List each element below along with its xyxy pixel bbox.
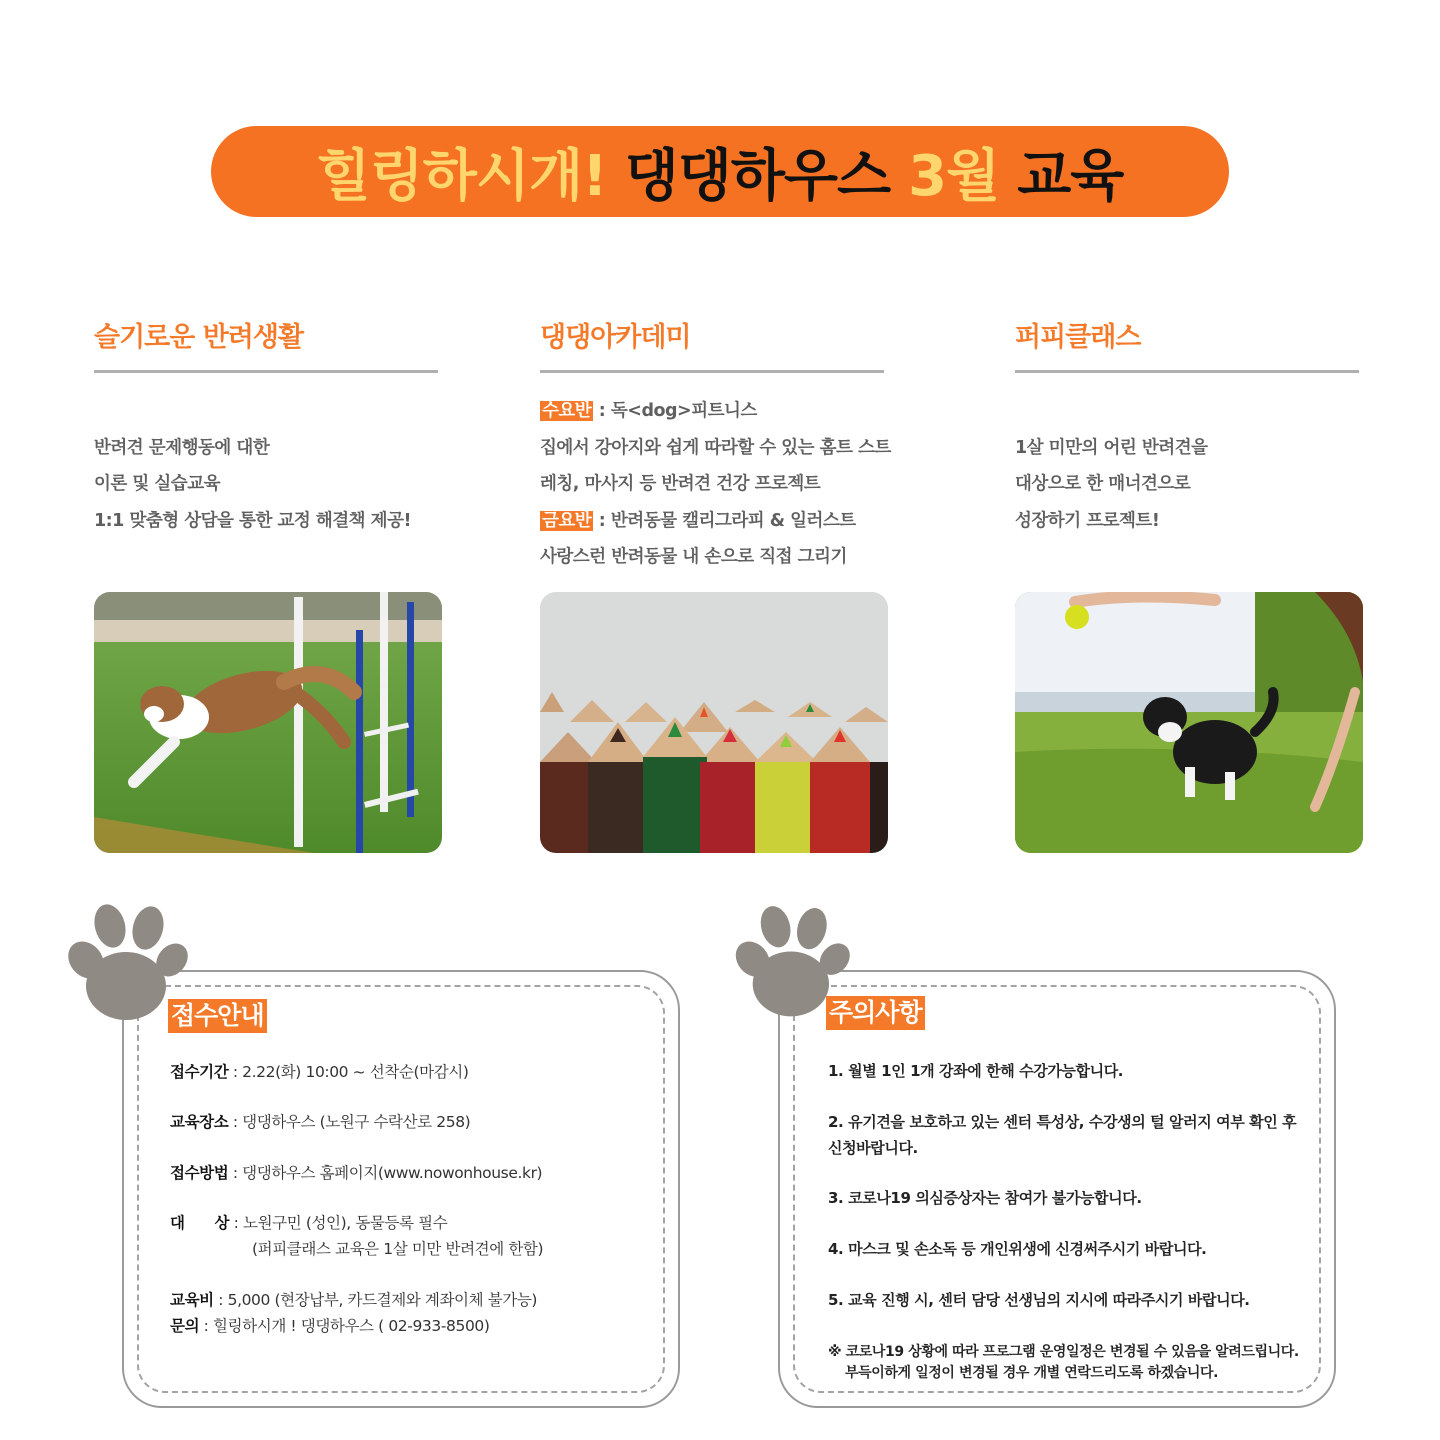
program-column-1 <box>94 318 444 539</box>
divider <box>540 370 884 373</box>
program-description <box>94 393 444 539</box>
agility-dog-photo <box>94 592 442 853</box>
registration-card <box>122 970 680 1408</box>
wednesday-title: : 독<dog>피트니스 <box>593 401 757 421</box>
friday-title: : 반려동물 캘리그라피 & 일러스트 <box>593 510 856 531</box>
banner-part3: 3월 <box>908 143 1000 209</box>
notice-item: 3. 코로나19 의심증상자는 참여가 불가능합니다. <box>828 1189 1142 1207</box>
info-place: 교육장소 : 댕댕하우스 (노원구 수락산로 258) <box>170 1113 471 1131</box>
colored-pencils-photo <box>540 592 888 853</box>
description-line <box>540 503 890 540</box>
description-line: 성장하기 프로젝트! <box>1015 510 1160 531</box>
divider <box>94 370 438 373</box>
title-banner <box>211 126 1229 217</box>
notice-item: 1. 월별 1인 1개 강좌에 한해 수강가능합니다. <box>828 1062 1124 1080</box>
description-line: 이론 및 실습교육 <box>94 474 221 494</box>
info-target-note: (퍼피클래스 교육은 1살 미만 반려견에 한함) <box>252 1240 544 1258</box>
banner-part4: 교육 <box>1017 143 1124 209</box>
notice-item: 4. 마스크 및 손소독 등 개인위생에 신경써주시기 바랍니다. <box>828 1240 1207 1258</box>
program-description <box>1015 393 1365 539</box>
program-title: 슬기로운 반려생활 <box>94 322 304 353</box>
program-title: 퍼피클래스 <box>1015 322 1141 353</box>
info-fee: 교육비 : 5,000 (현장납부, 카드결제와 계좌이체 불가능) <box>170 1291 538 1309</box>
program-description <box>540 393 890 576</box>
registration-tag: 접수안내 <box>168 999 267 1033</box>
info-method: 접수방법 : 댕댕하우스 홈페이지(www.nowonhouse.kr) <box>170 1164 543 1182</box>
puppy-ball-photo <box>1015 592 1363 853</box>
info-contact: 문의 : 힐링하시개 ! 댕댕하우스 ( 02-933-8500) <box>170 1317 490 1335</box>
notice-tag: 주의사항 <box>826 996 925 1030</box>
description-line: 집에서 강아지와 쉽게 따라할 수 있는 홈트 스트 <box>540 437 891 458</box>
description-line: 대상으로 한 매너견으로 <box>1015 474 1191 494</box>
notice-footnote: 부득이하게 일정이 변경될 경우 개별 연락드리도록 하겠습니다. <box>845 1365 1218 1381</box>
info-period: 접수기간 : 2.22(화) 10:00 ~ 선착순(마감시) <box>170 1063 469 1081</box>
divider <box>1015 370 1359 373</box>
program-title: 댕댕아카데미 <box>540 322 691 353</box>
info-target: 대 상 : 노원구민 (성인), 동물등록 필수 <box>170 1214 448 1232</box>
description-line: 1살 미만의 어린 반려견을 <box>1015 437 1208 458</box>
notice-footnote: ※ 코로나19 상황에 따라 프로그램 운영일정은 변경될 수 있음을 알려드립니다. <box>828 1344 1299 1360</box>
notice-item: 2. 유기견을 보호하고 있는 센터 특성상, 수강생의 털 알러지 여부 확인 후 <box>828 1113 1297 1131</box>
description-line: 반려견 문제행동에 대한 <box>94 437 270 458</box>
notice-item: 5. 교육 진행 시, 센터 담당 선생님의 지시에 따라주시기 바랍니다. <box>828 1291 1250 1309</box>
program-column-3 <box>1015 318 1365 539</box>
wednesday-badge: 수요반 <box>542 401 592 421</box>
description-line <box>540 393 890 430</box>
program-column-2 <box>540 318 890 576</box>
banner-part2: 댕댕하우스 <box>624 143 891 209</box>
friday-badge: 금요반 <box>542 510 592 531</box>
banner-part1: 힐링하시개! <box>316 143 607 209</box>
description-line: 레칭, 마사지 등 반려견 건강 프로젝트 <box>540 474 821 494</box>
description-line: 사랑스런 반려동물 내 손으로 직접 그리기 <box>540 547 847 567</box>
description-line: 1:1 맞춤형 상담을 통한 교정 해결책 제공! <box>94 510 411 531</box>
notice-item: 신청바랍니다. <box>828 1139 918 1157</box>
